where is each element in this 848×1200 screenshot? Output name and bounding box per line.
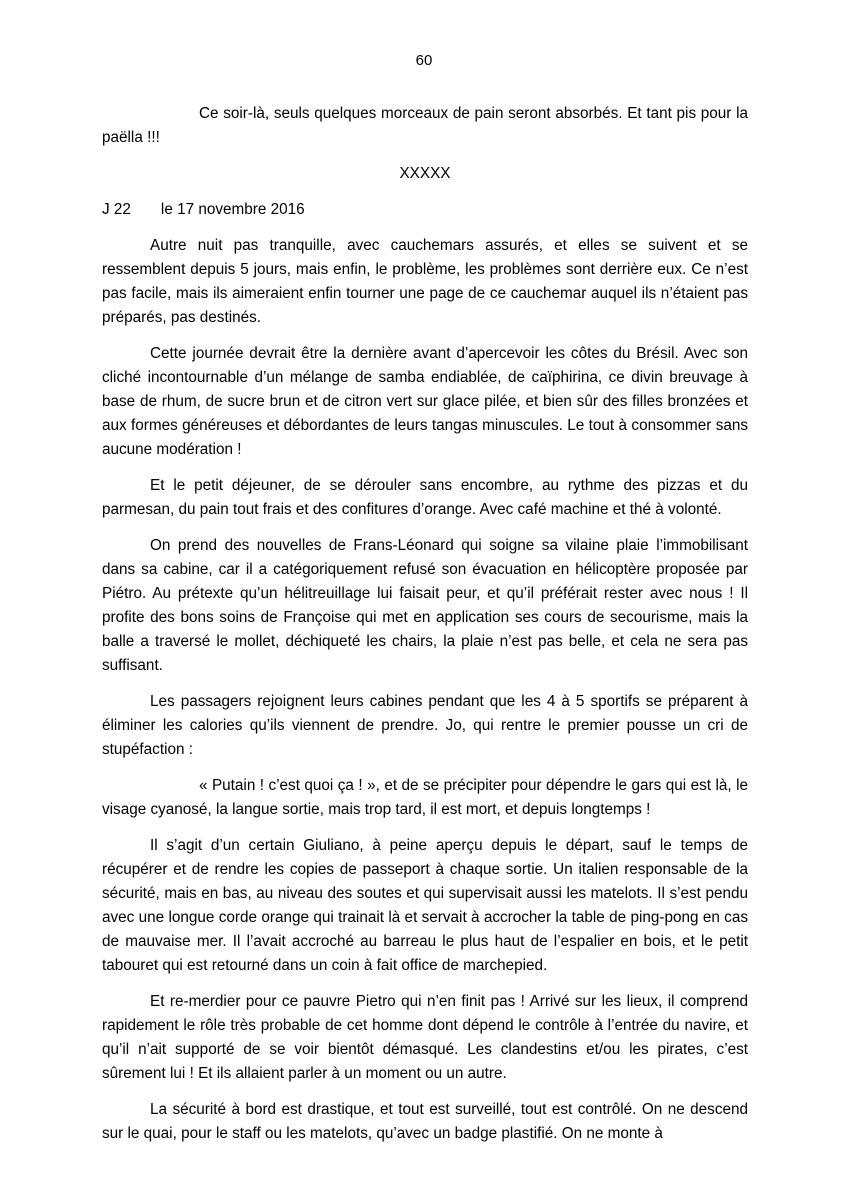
paragraph: Les passagers rejoignent leurs cabines pendant que les 4 à 5 sportifs se préparent à éliminer les calories qu’ils viennent de prendre. Jo, qui rentre le premier pousse un cri de stupéfaction :	[102, 693, 748, 758]
paragraph: « Putain ! c’est quoi ça ! », et de se précipiter pour dépendre le gars qui est là, le visage cyanosé, la langue sortie, mais trop tard, il est mort, et depuis longtemps !	[102, 777, 748, 818]
paragraph: La sécurité à bord est drastique, et tout est surveillé, tout est contrôlé. On ne descend sur le quai, pour le staff ou les matelots, qu’avec un badge plastifié. On ne monte à	[102, 1101, 748, 1142]
section-separator: XXXXX	[399, 165, 451, 182]
paragraph: Et re-merdier pour ce pauvre Pietro qui n’en finit pas ! Arrivé sur les lieux, il comprend rapidement le rôle très probable de cet homme dont dépend le contrôle à l’entrée du navire, et qu’il n’ait supporté de se voir bientôt démasqué. Les clandestins et/ou les pirates, c’est sûrement lui ! Et ils allaient parler à un moment ou un autre.	[102, 993, 748, 1082]
diary-entry-heading	[102, 198, 748, 222]
page-number: 60	[415, 52, 433, 69]
paragraph: Il s’agit d’un certain Giuliano, à peine aperçu depuis le départ, sauf le temps de récupérer et de rendre les copies de passeport à chaque sortie. Un italien responsable de la sécurité, mais en bas, au niveau des soutes et qui supervisait aussi les matelots. Il s’est pendu avec une longue corde orange qui trainait là et servait à accrocher la table de ping-pong en cas de mauvaise mer. Il l’avait accroché au barreau le plus haut de l’espalier en bois, et le petit tabouret qui est retourné dans un coin à fait office de marchepied.	[102, 837, 748, 974]
paragraph: Autre nuit pas tranquille, avec cauchemars assurés, et elles se suivent et se ressemblent depuis 5 jours, mais enfin, le problème, les problèmes sont derrière eux. Ce n’est pas facile, mais ils aimeraient enfin tourner une page de ce cauchemar auquel ils n’étaient pas préparés, pas destinés.	[102, 237, 748, 326]
paragraph: Et le petit déjeuner, de se dérouler sans encombre, au rythme des pizzas et du parmesan, du pain tout frais et des confitures d’orange. Avec café machine et thé à volonté.	[102, 477, 748, 518]
paragraph: Ce soir-là, seuls quelques morceaux de pain seront absorbés. Et tant pis pour la paëlla !!!	[102, 105, 748, 146]
body-text	[102, 102, 748, 1158]
entry-date: le 17 novembre 2016	[160, 201, 305, 218]
entry-day: J 22	[102, 201, 131, 218]
paragraph: On prend des nouvelles de Frans-Léonard qui soigne sa vilaine plaie l’immobilisant dans sa cabine, car il a catégoriquement refusé son évacuation en hélicoptère proposée par Piétro. Au prétexte qu’un hélitreuillage lui faisait peur, et qu’il préférait rester avec nous ! Il profite des bons soins de Françoise qui met en application ses cours de secourisme, mais la balle a traversé le mollet, déchiqueté les chairs, la plaie n’est pas belle, et cela ne sera pas suffisant.	[102, 537, 748, 674]
paragraph: Cette journée devrait être la dernière avant d’apercevoir les côtes du Brésil. Avec son cliché incontournable d’un mélange de samba endiablée, de caïphirina, ce divin breuvage à base de rhum, de sucre brun et de citron vert sur glace pilée, et bien sûr des filles bronzées et aux formes généreuses et débordantes de leurs tangas minuscules. Le tout à consommer sans aucune modération !	[102, 345, 748, 458]
